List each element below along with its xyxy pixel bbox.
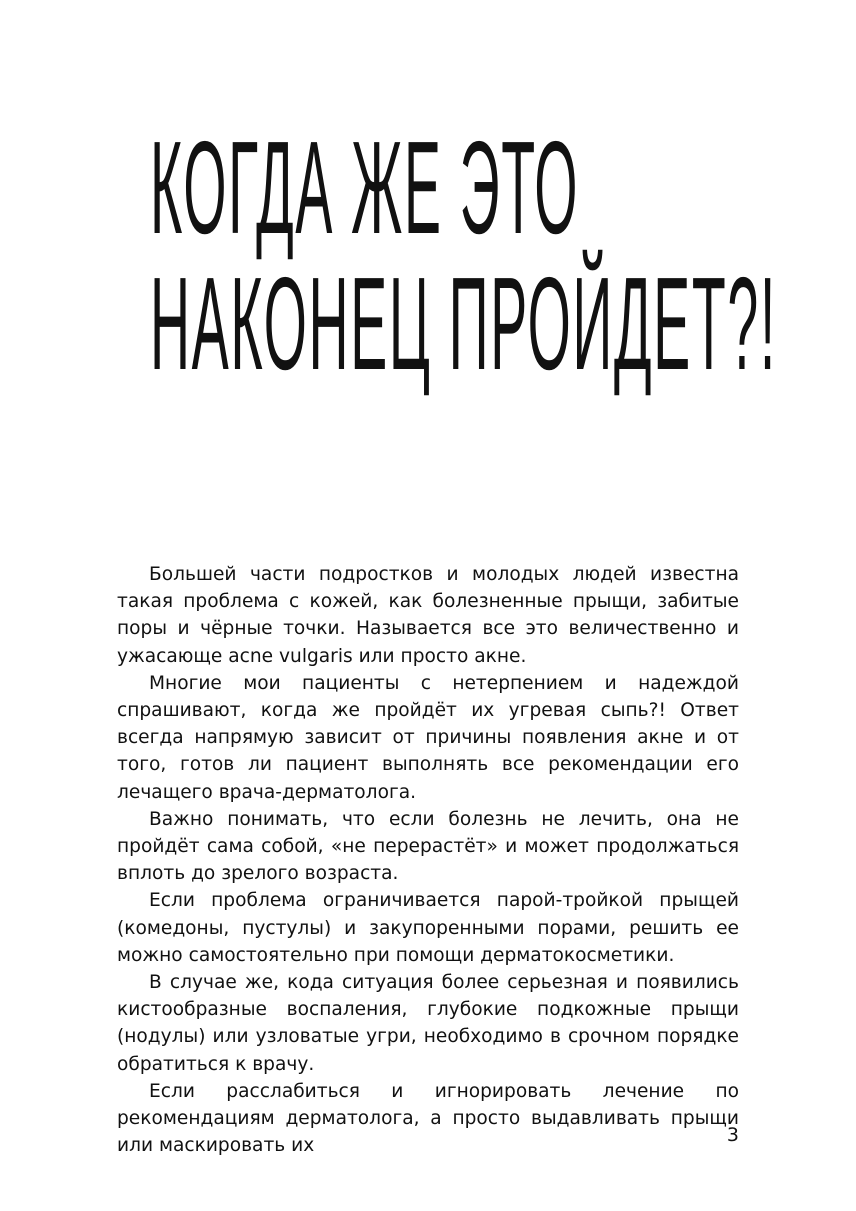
- page-number: 3: [726, 1124, 739, 1146]
- paragraph: В случае же, кода ситуация более серьезная и появились кистообразные воспаления, глубокие подкожные прыщи (нодулы) или узловатые угри, необходимо в срочном порядке обратиться к врачу.: [117, 972, 739, 1075]
- paragraph: Если расслабиться и игнорировать лечение по рекомендациям дерматолога, а просто выдавливать прыщи или маскировать их: [117, 1080, 739, 1157]
- paragraph: Важно понимать, что если болезнь не лечить, она не пройдёт сама собой, «не перерастёт» и может продолжаться вплоть до зрелого возраста.: [117, 808, 739, 885]
- paragraph: Если проблема ограничивается парой-тройкой прыщей (комедоны, пустулы) и закупоренными порами, решить ее можно самостоятельно при помощи дерматокосметики.: [117, 890, 739, 966]
- chapter-title-line-2: НАКОНЕЦ ПРОЙДЕТ?!: [150, 250, 778, 397]
- body-text: [117, 561, 739, 1159]
- chapter-title-line-1: КОГДА ЖЕ ЭТО: [150, 114, 580, 261]
- paragraph: Большей части подростков и молодых людей известна такая проблема с кожей, как болезненные прыщи, забитые поры и чёрные точки. Называется все это величественно и ужасающе acne vulgaris или просто акне.: [117, 564, 739, 667]
- chapter-title: [150, 114, 778, 397]
- paragraph: Многие мои пациенты с нетерпением и надеждой спрашивают, когда же пройдёт их угревая сыпь?! Ответ всегда напрямую зависит от причины появления акне и от того, готов ли пациент выполнять все рекомендации его лечащего врача-дерматолога.: [117, 672, 739, 803]
